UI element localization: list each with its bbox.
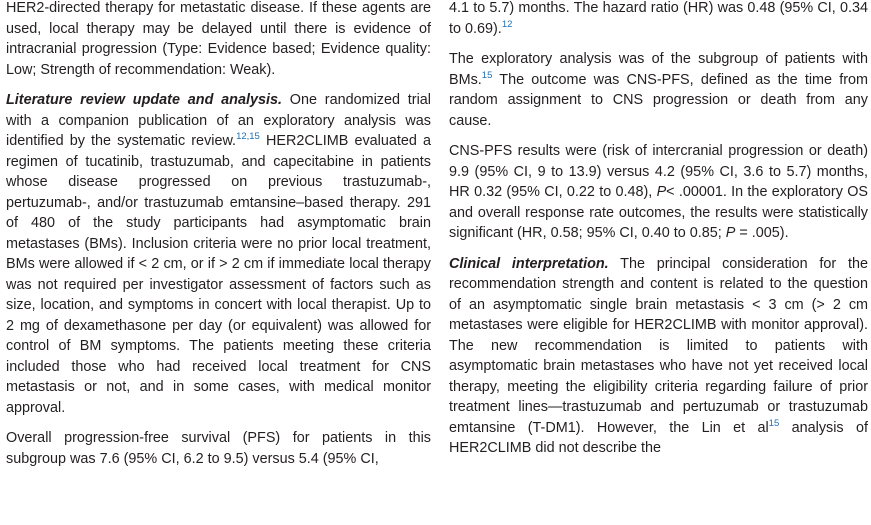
text-run: HER2CLIMB evaluated a regimen of tucatinib, trastuzumab, and capecitabine in patients whose disease progressed on previous trastuzumab-, pertuzumab-, and/or trastuzumab emtansine–based therapy. 291 of 480 of the study participants had asymptomatic brain metastases (BMs). Inclusion criteria were no prior local treatment, BMs were allowed if < 2 cm, or if > 2 cm if immediate local therapy was not required per investigator assessment of factors such as size, location, and symptoms in concert with local therapist. Up to 2 mg of dexamethasone per day (or equivalent) was allowed for control of BM symptoms. The patients meeting these criteria included those who had received local treatment for CNS metastasis or not, and in some cases, with medical monitor approval.: [6, 133, 431, 416]
text-run: < .00001. In the exploratory OS and overall response rate outcomes, the results were statistically significant (HR, 0.58; 95% CI, 0.40 to 0.85;: [449, 184, 868, 241]
paragraph-cns-pfs-results: [449, 141, 868, 244]
section-lead-clinical-interpretation: Clinical interpretation.: [449, 255, 609, 272]
text-run: analysis of HER2CLIMB did not describe the: [449, 419, 868, 456]
text-run: One randomized trial with a companion publication of an exploratory analysis was identified by the systematic review.: [6, 92, 431, 149]
paragraph-literature-review: [6, 90, 431, 418]
right-column: [449, 0, 868, 469]
text-run: 4.1 to 5.7) months. The hazard ratio (HR) was 0.48 (95% CI, 0.34 to 0.69).: [449, 0, 868, 37]
left-column: [6, 0, 431, 479]
text-run: = .005).: [735, 225, 789, 241]
section-lead-literature-review: Literature review update and analysis.: [6, 92, 282, 108]
paragraph-clinical-interpretation: [449, 254, 868, 459]
text-run: The exploratory analysis was of the subgroup of patients with BMs.: [449, 51, 868, 88]
paragraph-exploratory-analysis: [449, 49, 868, 131]
p-value-symbol: P: [725, 225, 736, 241]
reference-link[interactable]: 15: [481, 69, 493, 81]
text-run: CNS-PFS results were (risk of intercranial progression or death) 9.9 (95% CI, 9 to 13.9) versus 4.2 (95% CI, 3.6 to 5.7) months, HR 0.32 (95% CI, 0.22 to 0.48),: [449, 143, 868, 200]
text-run: The principal consideration for the recommendation strength and content is related to the question of an asymptomatic single brain metastasis < 3 cm (> 2 cm metastases were eligible for HER2CLIMB with monitor approval). The new recommendation is limited to patients with asymptomatic brain metastases who have not yet received local therapy, meeting the eligibility criteria regarding failure of prior treatment lines—trastuzumab and pertuzumab or trastuzumab emtansine (T-DM1). However, the Lin et al: [449, 255, 868, 436]
reference-link[interactable]: 12: [501, 18, 513, 30]
paragraph-recommendation-tail: HER2-directed therapy for metastatic disease. If these agents are used, local therapy may be delayed until there is evidence of intracranial progression (Type: Evidence based; Evidence quality: Low; Strength of recommendation: Weak).: [6, 0, 431, 78]
paragraph-pfs: Overall progression-free survival (PFS) for patients in this subgroup was 7.6 (95% CI, 6.2 to 9.5) versus 5.4 (95% CI,: [6, 430, 431, 467]
paragraph-hazard-ratio: [449, 0, 868, 39]
p-value-symbol: P: [656, 184, 667, 200]
reference-link[interactable]: 15: [768, 417, 780, 429]
text-run: The outcome was CNS-PFS, defined as the time from random assignment to CNS progression or death from any cause.: [449, 71, 868, 129]
reference-link[interactable]: 12,15: [236, 131, 260, 143]
